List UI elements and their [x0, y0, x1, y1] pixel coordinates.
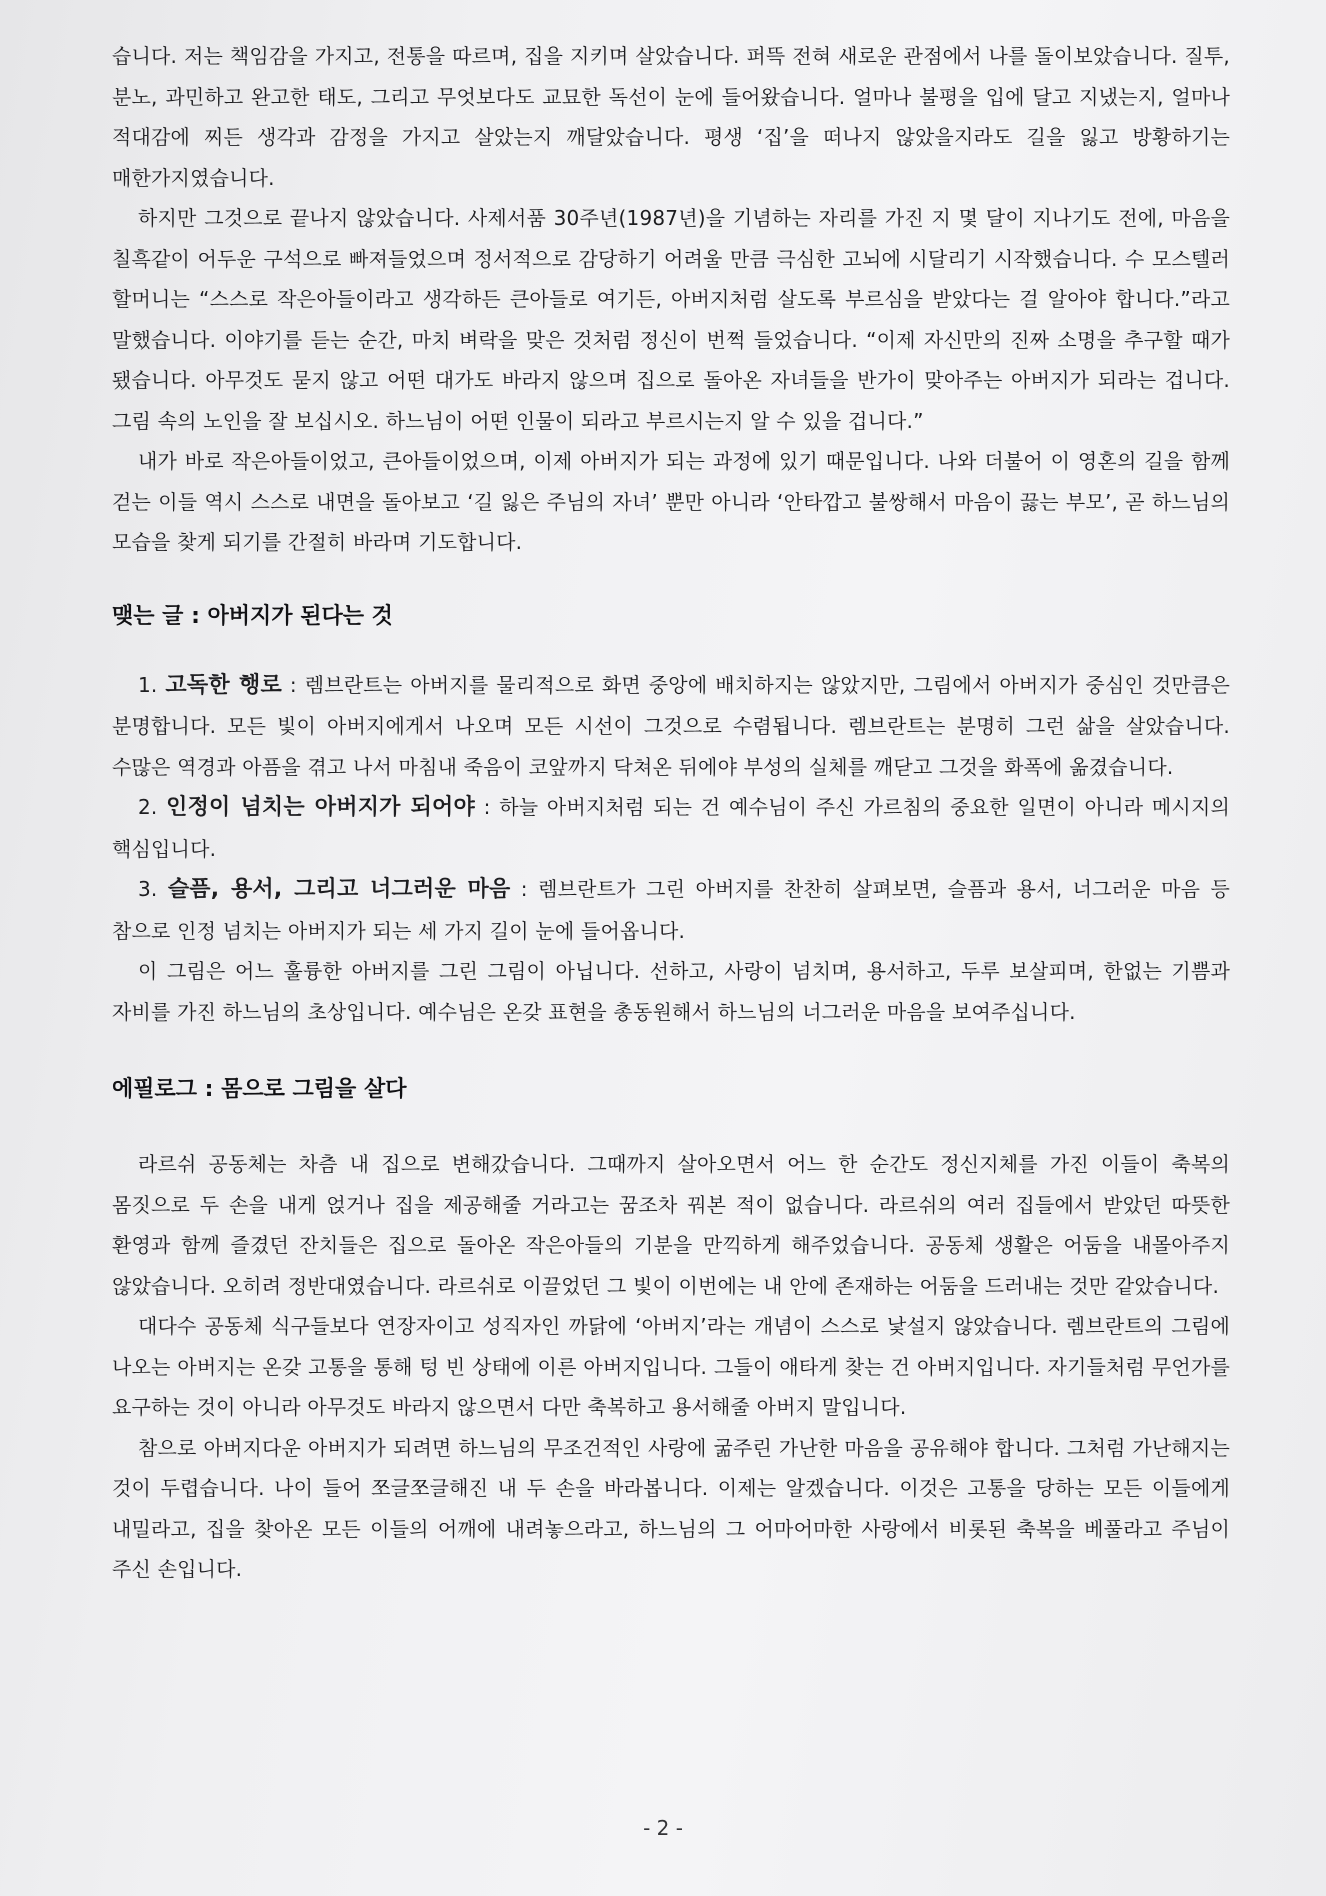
- list-item-title: 슬픔, 용서, 그리고 너그러운 마음: [167, 877, 511, 902]
- page-number: - 2 -: [643, 1816, 683, 1840]
- section-heading-epilogue: 에필로그 : 몸으로 그림을 살다: [112, 1077, 407, 1102]
- list-item-text: : 렘브란트가 그린 아버지를 찬찬히 살펴보면, 슬픔과 용서, 너그러운 마음 등 참으로 인정 넘치는 아버지가 되는 세 가지 길이 눈에 들어옵니다.: [112, 877, 1230, 943]
- paragraph-epilogue-3: 참으로 아버지다운 아버지가 되려면 하느님의 무조건적인 사랑에 굶주린 가난한 마음을 공유해야 합니다. 그처럼 가난해지는 것이 두렵습니다. 나이 들어 쪼글쪼글해진 내 두 손을 바라봅니다. 이제는 알겠습니다. 이것은 고통을 당하는 모든 이들에게 내밀라고, 집을 찾아온 모든 이들의 어깨에 내려놓으라고, 하느님의 그 어마어마한 사랑에서 비롯된 축복을 베풀라고 주님이 주신 손입니다.: [112, 1435, 1230, 1581]
- paragraph-intro-2: 하지만 그것으로 끝나지 않았습니다. 사제서품 30주년(1987년)을 기념하는 자리를 가진 지 몇 달이 지나기도 전에, 마음을 칠흑같이 어두운 구석으로 빠져들었으며 정서적으로 감당하기 어려울 만큼 극심한 고뇌에 시달리기 시작했습니다. 수 모스텔러 할머니는 “스스로 작은아들이라고 생각하든 큰아들로 여기든, 아버지처럼 살도록 부르심을 받았다는 걸 알아야 합니다.”라고 말했습니다. 이야기를 듣는 순간, 마치 벼락을 맞은 것처럼 정신이 번쩍 들었습니다. “이제 자신만의 진짜 소명을 추구할 때가 됐습니다. 아무것도 묻지 않고 어떤 대가도 바라지 않으며 집으로 돌아온 자녀들을 반가이 맞아주는 아버지가 되라는 겁니다. 그림 속의 노인을 잘 보십시오. 하느님이 어떤 인물이 되라고 부르시는지 알 수 있을 겁니다.”: [112, 206, 1230, 433]
- list-item-text: : 렘브란트는 아버지를 물리적으로 화면 중앙에 배치하지는 않았지만, 그림에서 아버지가 중심인 것만큼은 분명합니다. 모든 빛이 아버지에게서 나오며 모든 시선이 그것으로 수렴됩니다. 렘브란트는 분명히 그런 삶을 살았습니다. 수많은 역경과 아픔을 겪고 나서 마침내 죽음이 코앞까지 닥쳐온 뒤에야 부성의 실체를 깨닫고 그것을 화폭에 옮겼습니다.: [112, 672, 1230, 779]
- list-item-1: [112, 665, 1230, 788]
- list-item-title: 인정이 넘치는 아버지가 되어야: [166, 795, 475, 820]
- list-item-number: 1.: [138, 672, 158, 697]
- list-item-2: [112, 787, 1230, 869]
- paragraph-conclusion-closing: 이 그림은 어느 훌륭한 아버지를 그린 그림이 아닙니다. 선하고, 사랑이 넘치며, 용서하고, 두루 보살피며, 한없는 기쁨과 자비를 가진 하느님의 초상입니다. 예수님은 온갖 표현을 총동원해서 하느님의 너그러운 마음을 보여주십니다.: [112, 959, 1230, 1024]
- list-item-text: : 하늘 아버지처럼 되는 건 예수님이 주신 가르침의 중요한 일면이 아니라 메시지의 핵심입니다.: [112, 795, 1230, 861]
- list-item-3: [112, 869, 1230, 951]
- paragraph-epilogue-2: 대다수 공동체 식구들보다 연장자이고 성직자인 까닭에 ‘아버지’라는 개념이 스스로 낯설지 않았습니다. 렘브란트의 그림에 나오는 아버지는 온갖 고통을 통해 텅 빈 상태에 이른 아버지입니다. 그들이 애타게 찾는 건 아버지입니다. 자기들처럼 무언가를 요구하는 것이 아니라 아무것도 바라지 않으면서 다만 축복하고 용서해줄 아버지 말입니다.: [112, 1314, 1230, 1419]
- list-item-number: 2.: [138, 795, 158, 819]
- section-heading-conclusion: 맺는 글 : 아버지가 된다는 것: [112, 603, 393, 629]
- document-body: [112, 36, 1230, 1590]
- list-item-title: 고독한 행로: [165, 672, 282, 698]
- paragraph-intro-3: 내가 바로 작은아들이었고, 큰아들이었으며, 이제 아버지가 되는 과정에 있기 때문입니다. 나와 더불어 이 영혼의 길을 함께 걷는 이들 역시 스스로 내면을 돌아보고 ‘길 잃은 주님의 자녀’ 뿐만 아니라 ‘안타깝고 불쌍해서 마음이 끓는 부모’, 곧 하느님의 모습을 찾게 되기를 간절히 바라며 기도합니다.: [112, 449, 1230, 554]
- paragraph-intro-1: 습니다. 저는 책임감을 가지고, 전통을 따르며, 집을 지키며 살았습니다. 퍼뜩 전혀 새로운 관점에서 나를 돌이보았습니다. 질투, 분노, 과민하고 완고한 태도, 그리고 무엇보다도 교묘한 독선이 눈에 들어왔습니다. 얼마나 불평을 입에 달고 지냈는지, 얼마나 적대감에 찌든 생각과 감정을 가지고 살았는지 깨달았습니다. 평생 ‘집’을 떠나지 않았을지라도 길을 잃고 방황하기는 매한가지였습니다.: [112, 44, 1230, 190]
- paragraph-epilogue-1: 라르쉬 공동체는 차츰 내 집으로 변해갔습니다. 그때까지 살아오면서 어느 한 순간도 정신지체를 가진 이들이 축복의 몸짓으로 두 손을 내게 얹거나 집을 제공해줄 거라고는 꿈조차 꿔본 적이 없습니다. 라르쉬의 여러 집들에서 받았던 따뜻한 환영과 함께 즐겼던 잔치들은 집으로 돌아온 작은아들의 기분을 만끽하게 해주었습니다. 공동체 생활은 어둠을 내몰아주지 않았습니다. 오히려 정반대였습니다. 라르쉬로 이끌었던 그 빛이 이번에는 내 안에 존재하는 어둠을 드러내는 것만 같았습니다.: [112, 1152, 1230, 1298]
- list-item-number: 3.: [138, 877, 158, 901]
